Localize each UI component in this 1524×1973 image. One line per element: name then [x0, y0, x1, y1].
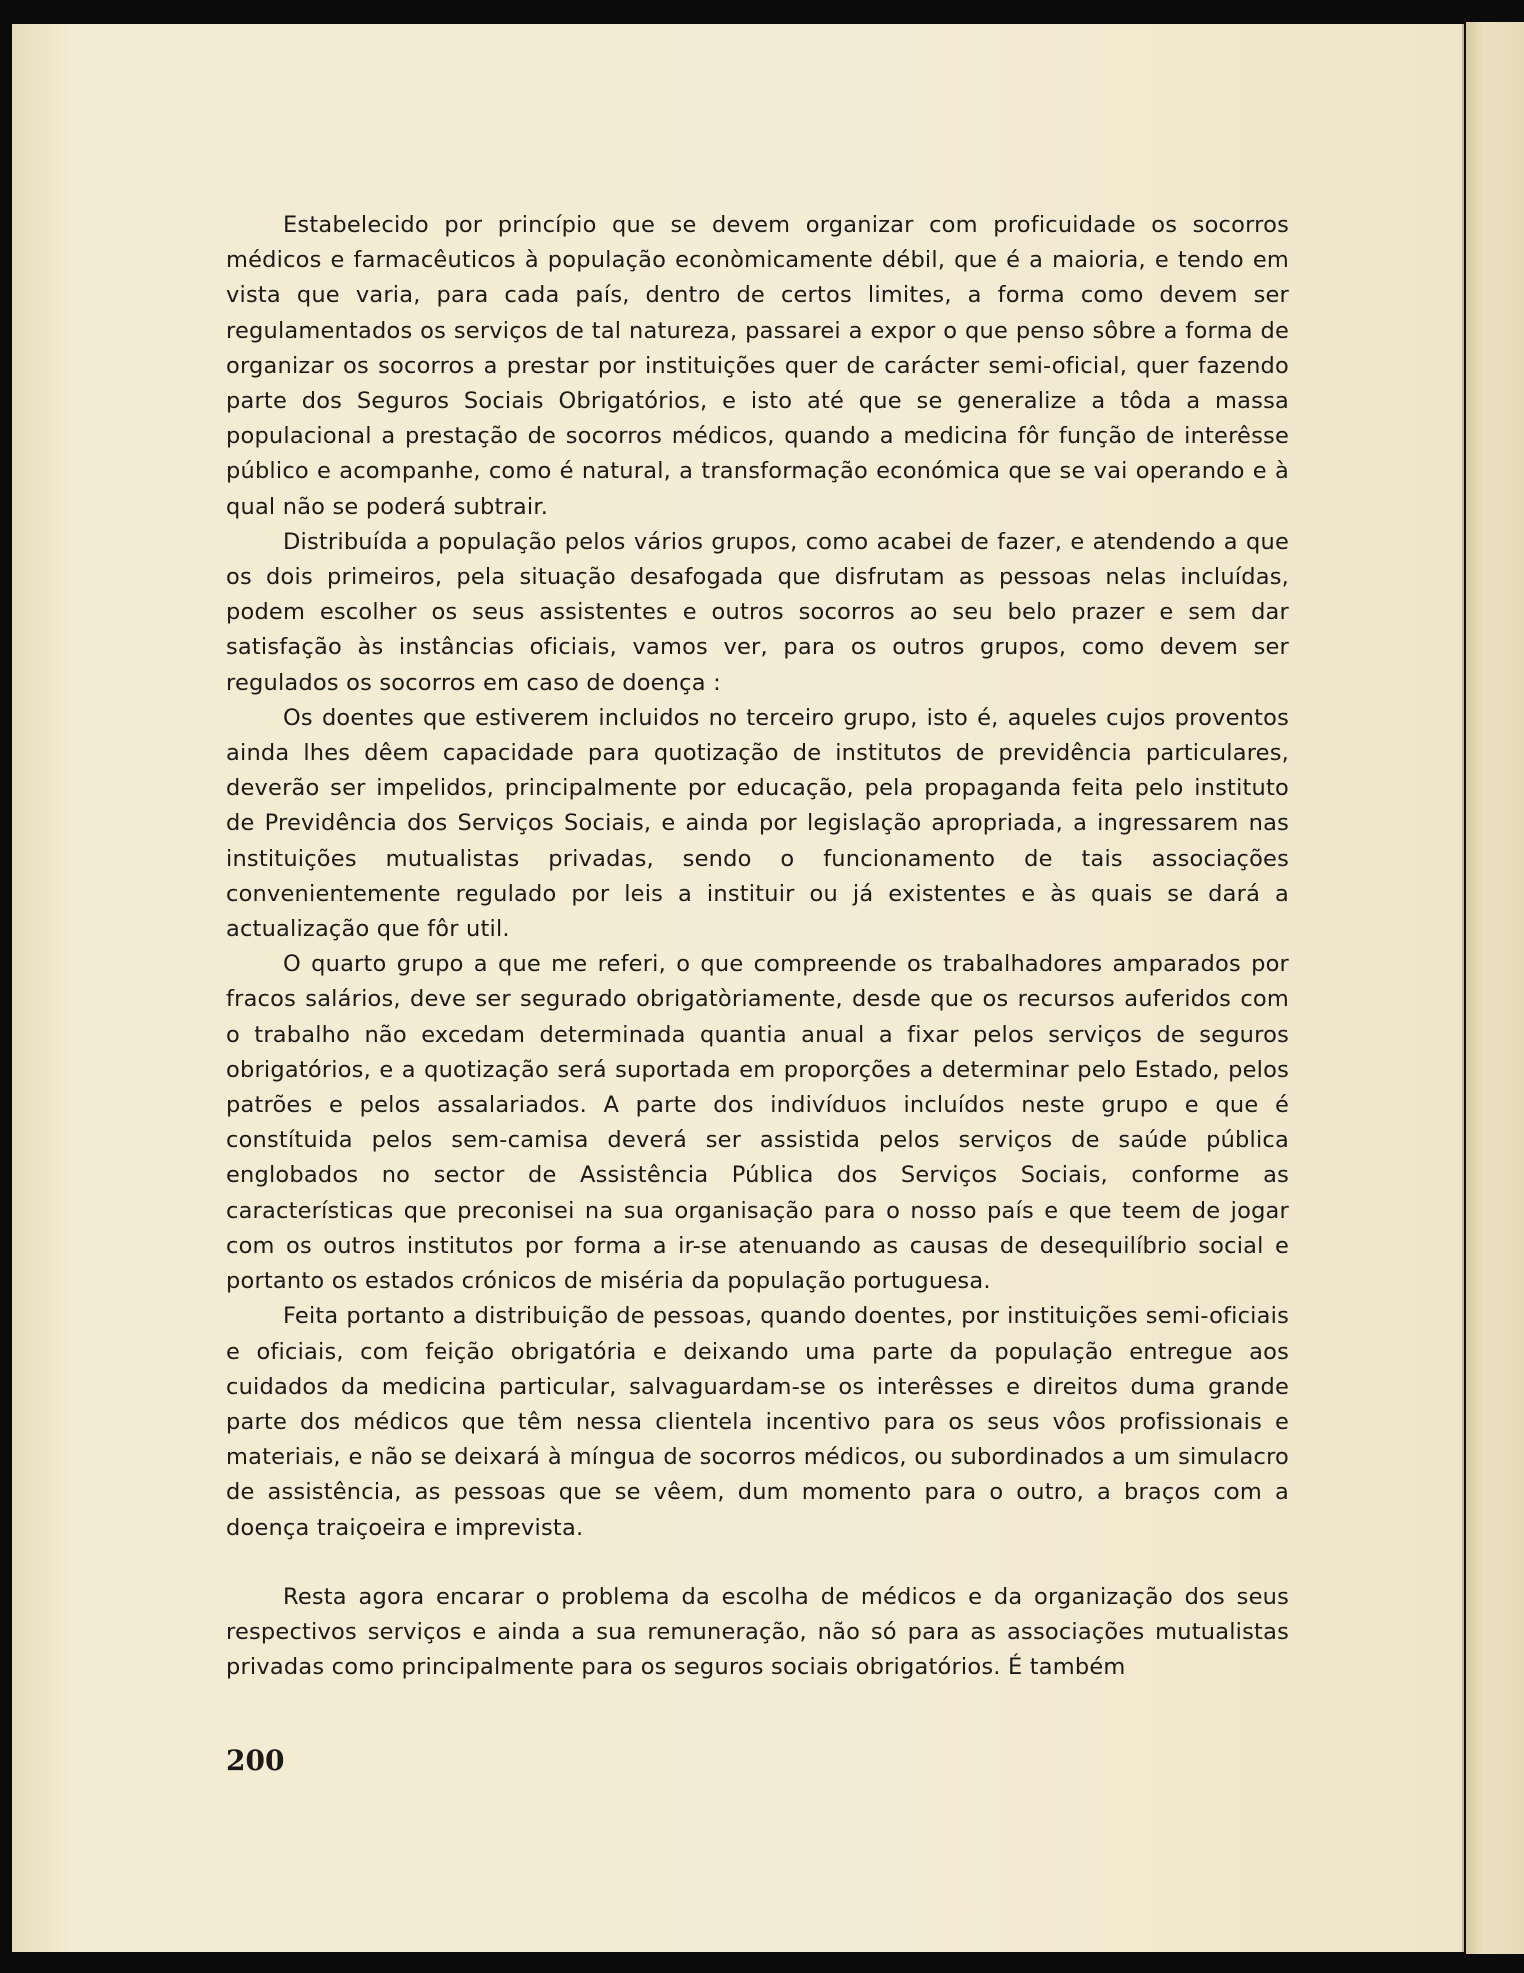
paragraph: Os doentes que estiverem incluidos no terceiro grupo, isto é, aqueles cujos proventos ainda lhes dêem capacidade para quotização de institutos de previdência particulares, deverão ser impelidos, principalmente por educação, pela propaganda feita pelo instituto de Previdência dos Serviços Sociais, e ainda por legislação apropriada, a ingressarem nas instituições mutualistas privadas, sendo o funcionamento de tais associações convenientemente regulado por leis a instituir ou já existentes e às quais se dará a actualização que fôr util.	[226, 704, 1289, 943]
paragraph: Resta agora encarar o problema da escolha de médicos e da organização dos seus respectivos serviços e ainda a sua remuneração, não só para as associações mutualistas privadas como principalmente para os seguros sociais obrigatórios. É também	[226, 1583, 1289, 1681]
adjacent-page-edge	[1466, 22, 1524, 1954]
paragraph: Estabelecido por princípio que se devem organizar com proficuidade os socorros médicos e farmacêuticos à população econòmicamente débil, que é a maioria, e tendo em vista que varia, para cada país, dentro de certos limites, a forma como devem ser regulamentados os serviços de tal natureza, passarei a expor o que penso sôbre a forma de organizar os socorros a prestar por instituições quer de carácter semi-oficial, quer fazendo parte dos Seguros Sociais Obrigatórios, e isto até que se generalize a tôda a massa populacional a prestação de socorros médicos, quando a medicina fôr função de interêsse público e acompanhe, como é natural, a transformação económica que se vai operando e à qual não se poderá subtrair.	[226, 212, 1289, 520]
paragraph: Feita portanto a distribuição de pessoas, quando doentes, por instituições semi-oficiais e oficiais, com feição obrigatória e deixando uma parte da população entregue aos cuidados da medicina particular, salvaguardam-se os interêsses e direitos duma grande parte dos médicos que têm nessa clientela incentivo para os seus vôos profissionais e materiais, e não se deixará à míngua de socorros médicos, ou subordinados a um simulacro de assistência, as pessoas que se vêem, dum momento para o outro, a braços com a doença traiçoeira e imprevista.	[226, 1303, 1289, 1541]
paragraph: O quarto grupo a que me referi, o que compreende os trabalhadores amparados por fracos salários, deve ser segurado obrigatòriamente, desde que os recursos auferidos com o trabalho não excedam determinada quantia anual a fixar pelos serviços de seguros obrigatórios, e a quotização será suportada em proporções a determinar pelo Estado, pelos patrões e pelos assalariados. A parte dos indivíduos incluídos neste grupo e que é constítuida pelos sem-camisa deverá ser assistida pelos serviços de saúde pública englobados no sector de Assistência Pública dos Serviços Sociais, conforme as características que preconisei na sua organisação para o nosso país e que teem de jogar com os outros institutos por forma a ir-se atenuando as causas de desequilíbrio social e portanto os estados crónicos de miséria da população portuguesa.	[226, 951, 1289, 1295]
page-number: 200	[226, 1744, 285, 1777]
body-text	[226, 208, 1289, 1685]
paragraph: Distribuída a população pelos vários grupos, como acabei de fazer, e atendendo a que os dois primeiros, pela situação desafogada que disfrutam as pessoas nelas incluídas, podem escolher os seus assistentes e outros socorros ao seu belo prazer e sem dar satisfação às instâncias oficiais, vamos ver, para os outros grupos, como devem ser regulados os socorros em caso de doença :	[226, 528, 1289, 696]
